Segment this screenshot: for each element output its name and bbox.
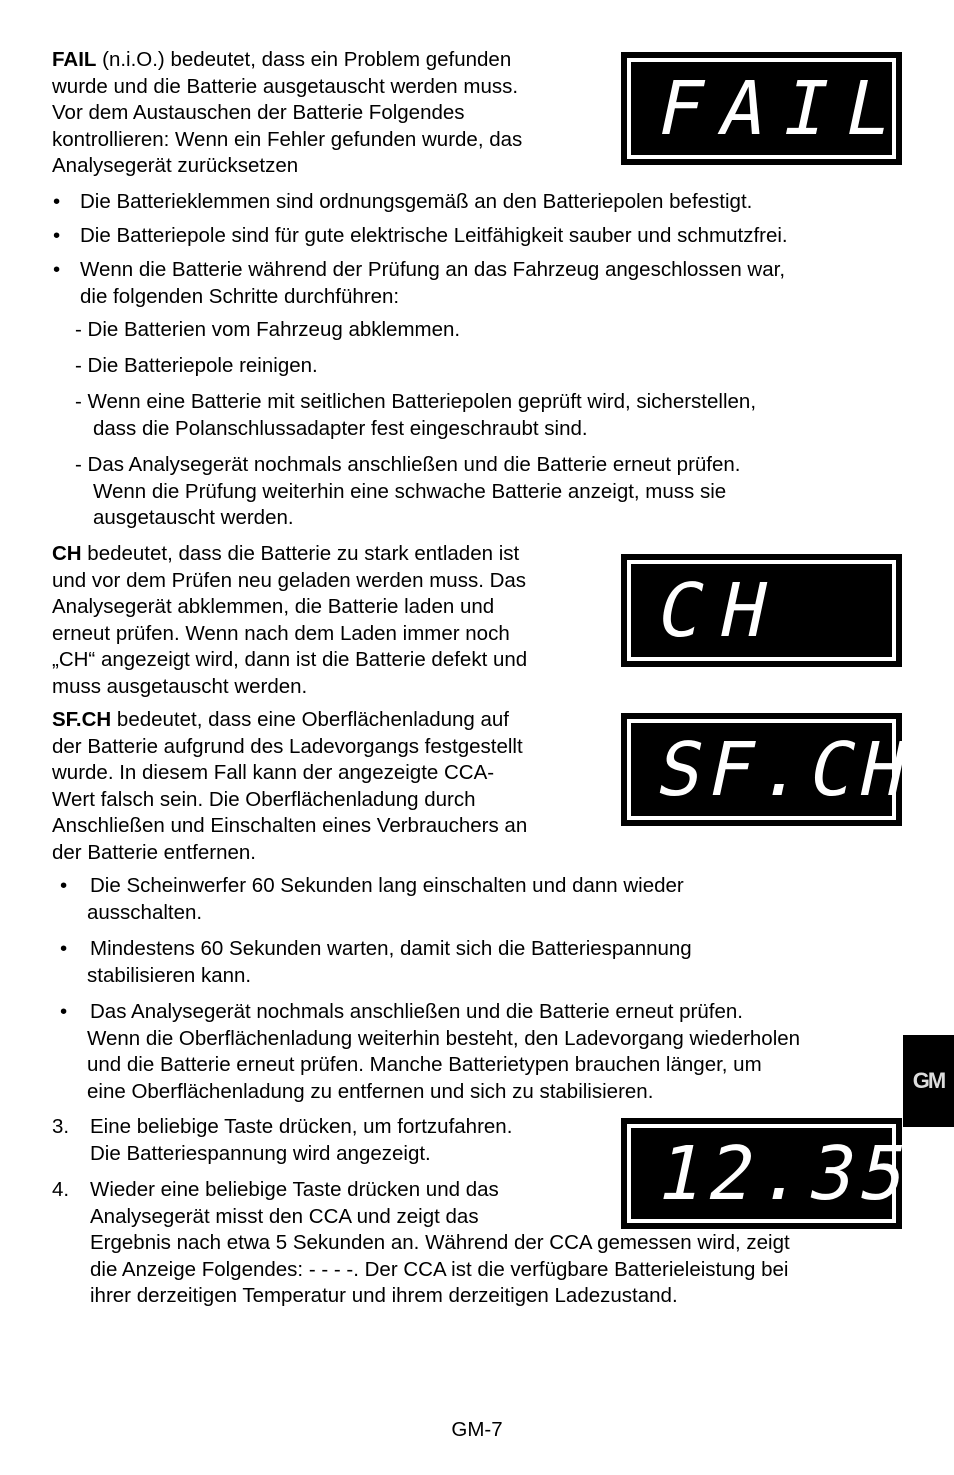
surface-step — [60, 936, 692, 989]
section-tab: GM — [903, 1035, 954, 1127]
text-line: Anschließen und Einschalten eines Verbrauchers an — [52, 814, 528, 837]
sfch-display — [621, 713, 921, 826]
text-line: ihrer derzeitigen Temperatur und ihrem derzeitigen Ladezustand. — [90, 1284, 678, 1307]
bullet: • — [60, 1000, 68, 1023]
text-line: und vor dem Prüfen neu geladen werden muss. Das — [52, 568, 527, 592]
text-line: muss ausgetauscht werden. — [52, 674, 308, 698]
step-item — [75, 452, 741, 532]
voltage-display — [621, 1118, 921, 1229]
text-line: der Batterie aufgrund des Ladevorgangs festgestellt — [52, 734, 523, 758]
fail-term: FAIL — [52, 48, 97, 71]
text-line: wurde. In diesem Fall kann der angezeigte CCA- — [52, 761, 495, 784]
text-line: Analysegerät abklemmen, die Batterie laden und — [52, 595, 495, 618]
step-number: 4. — [52, 1178, 70, 1201]
text-line: Die Batteriespannung wird angezeigt. — [90, 1141, 431, 1165]
text-line: Ergebnis nach etwa 5 Sekunden an. Während der CCA gemessen wird, zeigt — [90, 1231, 790, 1254]
text-line: ausgetauscht werden. — [93, 506, 294, 529]
step-item — [75, 353, 318, 380]
ch-display — [621, 554, 902, 667]
text-line: dass die Polanschlussadapter fest eingeschraubt sind. — [93, 416, 588, 440]
fail-paragraph — [52, 47, 522, 180]
text-line: die folgenden Schritte durchführen: — [80, 284, 400, 308]
text-line: kontrollieren: Wenn ein Fehler gefunden wurde, das — [52, 127, 523, 151]
text-line: der Batterie entfernen. — [52, 840, 256, 864]
text-line: ausschalten. — [87, 900, 203, 924]
step-item — [75, 317, 460, 344]
display-readout: 12.35 — [649, 1130, 921, 1217]
step-number: 3. — [52, 1115, 70, 1138]
text-line: und die Batterie erneut prüfen. Manche Batterietypen brauchen länger, um — [87, 1053, 762, 1076]
text-line: bedeutet, dass eine Oberflächenladung auf — [111, 708, 510, 731]
text-line: Eine beliebige Taste drücken, um fortzufahren. — [90, 1115, 513, 1138]
text-line: Die Scheinwerfer 60 Sekunden lang einschalten und dann wieder — [90, 874, 684, 897]
bullet: • — [53, 224, 61, 247]
text-line: Wieder eine beliebige Taste drücken und das — [90, 1178, 499, 1201]
display-readout: FAIL — [649, 65, 919, 152]
text-line: Mindestens 60 Sekunden warten, damit sich die Batteriespannung — [90, 937, 692, 960]
display-readout: SF.CH — [649, 726, 921, 813]
text-line: „CH“ angezeigt wird, dann ist die Batterie defekt und — [52, 648, 528, 671]
text-line: Die Batteriepole sind für gute elektrische Leitfähigkeit sauber und schmutzfrei. — [80, 224, 788, 247]
text-line: - Wenn eine Batterie mit seitlichen Batteriepolen geprüft wird, sicherstellen, — [75, 390, 757, 413]
text-line: - Die Batteriepole reinigen. — [75, 354, 318, 377]
text-line: Analysegerät zurücksetzen — [52, 154, 299, 177]
text-line: Vor dem Austauschen der Batterie Folgendes — [52, 101, 465, 124]
text-line: erneut prüfen. Wenn nach dem Laden immer noch — [52, 621, 510, 645]
ch-paragraph — [52, 541, 527, 700]
step-item — [75, 389, 756, 442]
text-line: eine Oberflächenladung zu entfernen und sich zu stabilisieren. — [87, 1079, 654, 1103]
text-line: Analysegerät misst den CCA und zeigt das — [90, 1204, 479, 1228]
text-line: Die Batterieklemmen sind ordnungsgemäß an den Batteriepolen befestigt. — [80, 190, 753, 213]
text-line: - Das Analysegerät nochmals anschließen und die Batterie erneut prüfen. — [75, 453, 741, 476]
text-line: Wenn die Prüfung weiterhin eine schwache Batterie anzeigt, muss sie — [93, 479, 727, 503]
text-line: - Die Batterien vom Fahrzeug abklemmen. — [75, 318, 461, 341]
page-number: GM-7 — [451, 1418, 503, 1441]
text-line: wurde und die Batterie ausgetauscht werden muss. — [52, 74, 519, 98]
text-line: Wenn die Batterie während der Prüfung an das Fahrzeug angeschlossen war, — [80, 258, 786, 281]
display-readout: CH — [649, 567, 794, 654]
numbered-step-3 — [52, 1114, 513, 1167]
check-item — [53, 223, 788, 250]
bullet: • — [60, 874, 68, 897]
check-item — [53, 257, 786, 310]
bullet: • — [53, 190, 61, 213]
text-line: stabilisieren kann. — [87, 963, 252, 987]
fail-display — [621, 52, 919, 165]
surface-step — [60, 999, 801, 1105]
text-line: (n.i.O.) bedeutet, dass ein Problem gefunden — [96, 48, 512, 71]
text-line: Das Analysegerät nochmals anschließen und die Batterie erneut prüfen. — [90, 1000, 743, 1023]
sfch-paragraph — [52, 707, 527, 866]
check-item — [53, 189, 753, 216]
text-line: bedeutet, dass die Batterie zu stark entladen ist — [81, 542, 520, 565]
text-line: Wenn die Oberflächenladung weiterhin besteht, den Ladevorgang wiederholen — [87, 1026, 801, 1050]
sfch-term: SF.CH — [52, 708, 112, 731]
ch-term: CH — [52, 542, 82, 565]
text-line: die Anzeige Folgendes: - - - -. Der CCA ist die verfügbare Batterieleistung bei — [90, 1257, 789, 1281]
text-line: Wert falsch sein. Die Oberflächenladung durch — [52, 787, 476, 811]
bullet: • — [60, 937, 68, 960]
surface-step — [60, 873, 684, 926]
bullet: • — [53, 258, 61, 281]
